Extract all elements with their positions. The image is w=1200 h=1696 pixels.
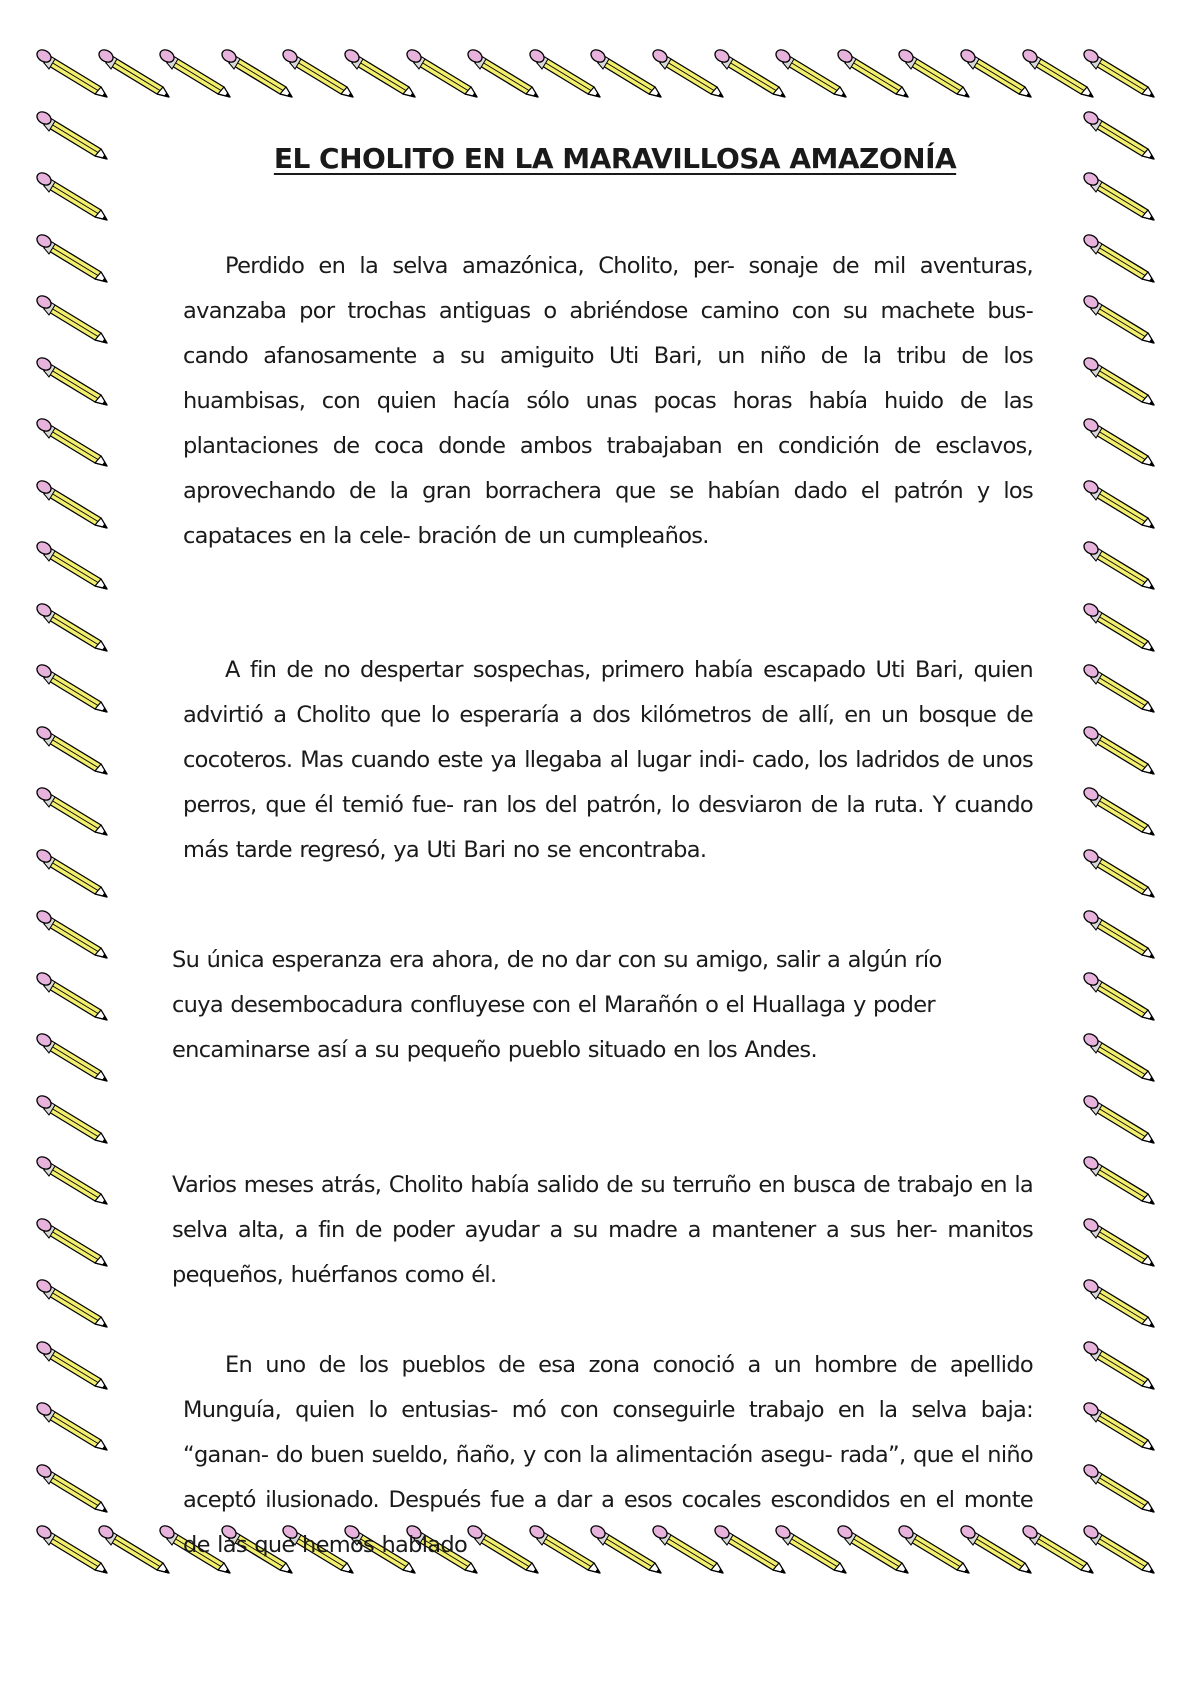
paragraph-4: Varios meses atrás, Cholito había salido de su terruño en busca de trabajo en la selva alta, a fin de poder ayudar a su madre a mantener a sus her- manitos pequeños, huérfanos como él.	[172, 1172, 1033, 1288]
pencil-icon	[35, 724, 107, 774]
pencil-icon	[35, 355, 107, 405]
paragraph-2: A fin de no despertar sospechas, primero había escapado Uti Bari, quien advirtió a Cholito que lo esperaría a dos kilómetros de allí, en un bosque de cocoteros. Mas cuando este ya llegaba al lugar indi- cado, los ladridos de unos perros, que él temió fue- ran los del patrón, lo desviaron de la ruta. Y cuando más tarde regresó, ya Uti Bari no se encontraba.	[183, 657, 1033, 863]
pencil-icon	[343, 47, 415, 97]
paragraph-5: En uno de los pueblos de esa zona conoció a un hombre de apellido Munguía, quien lo entusias- mó con conseguirle trabajo en la selva baja: “ganan- do buen sueldo, ñaño, y con la alimentación asegu- rada”, que el niño aceptó ilusionado. Después fue a dar a esos cocales escondidos en el monte de las que hemos hablado	[183, 1352, 1033, 1558]
paragraph-3: Su única esperanza era ahora, de no dar con su amigo, salir a algún río cuya desembocadura confluyese con el Marañón o el Huallaga y poder encaminarse así a su pequeño pueblo situado en los Andes.	[172, 947, 942, 1063]
pencil-icon	[897, 47, 969, 97]
pencil-icon	[1082, 47, 1154, 97]
pencil-icon	[35, 47, 107, 97]
pencil-icon	[35, 662, 107, 712]
pencil-icon	[1082, 1277, 1154, 1327]
pencil-icon	[35, 1277, 107, 1327]
pencil-icon	[35, 970, 107, 1020]
pencil-icon	[1082, 1216, 1154, 1266]
pencil-icon	[35, 539, 107, 589]
pencil-icon	[1082, 539, 1154, 589]
pencil-icon	[1082, 109, 1154, 159]
pencil-icon	[1082, 170, 1154, 220]
pencil-icon	[1082, 1400, 1154, 1450]
pencil-icon	[1082, 478, 1154, 528]
pencil-icon	[220, 47, 292, 97]
paragraph-1: Perdido en la selva amazónica, Cholito, per- sonaje de mil aventuras, avanzaba por trochas antiguas o abriéndose camino con su machete bus- cando afanosamente a su amiguito Uti Bari, un niño de la tribu de los huambisas, con quien hacía sólo unas pocas horas había huido de las plantaciones de coca donde ambos trabajaban en condición de esclavos, aprovechando de la gran borrachera que se habían dado el patrón y los capataces en la cele- bración de un cumpleaños.	[183, 253, 1033, 549]
pencil-icon	[1082, 970, 1154, 1020]
pencil-icon	[959, 47, 1031, 97]
pencil-icon	[35, 601, 107, 651]
pencil-icon	[35, 847, 107, 897]
pencil-icon	[35, 1093, 107, 1143]
pencil-icon	[1082, 232, 1154, 282]
pencil-icon	[1082, 293, 1154, 343]
pencil-icon	[1082, 355, 1154, 405]
pencil-icon	[35, 785, 107, 835]
pencil-icon	[1082, 601, 1154, 651]
pencil-icon	[281, 47, 353, 97]
pencil-icon	[836, 47, 908, 97]
pencil-icon	[651, 47, 723, 97]
pencil-icon	[589, 47, 661, 97]
pencil-icon	[35, 170, 107, 220]
pencil-icon	[158, 47, 230, 97]
pencil-icon	[35, 1339, 107, 1389]
pencil-icon	[35, 416, 107, 466]
pencil-icon	[1082, 1462, 1154, 1512]
pencil-icon	[1082, 1523, 1154, 1573]
pencil-icon	[1082, 724, 1154, 774]
document-title: EL CHOLITO EN LA MARAVILLOSA AMAZONÍA	[273, 142, 957, 175]
pencil-icon	[405, 47, 477, 97]
pencil-icon	[35, 908, 107, 958]
pencil-icon	[1021, 47, 1093, 97]
pencil-icon	[713, 47, 785, 97]
pencil-icon	[35, 1462, 107, 1512]
pencil-icon	[35, 1031, 107, 1081]
pencil-icon	[35, 293, 107, 343]
pencil-icon	[528, 47, 600, 97]
pencil-icon	[1082, 1093, 1154, 1143]
pencil-icon	[774, 47, 846, 97]
pencil-icon	[1082, 662, 1154, 712]
pencil-icon	[35, 1523, 107, 1573]
pencil-icon	[35, 109, 107, 159]
pencil-icon	[1082, 847, 1154, 897]
pencil-icon	[1082, 785, 1154, 835]
pencil-icon	[1082, 416, 1154, 466]
pencil-icon	[1082, 908, 1154, 958]
pencil-icon	[35, 1400, 107, 1450]
pencil-icon	[1082, 1339, 1154, 1389]
pencil-icon	[35, 478, 107, 528]
pencil-icon	[1082, 1031, 1154, 1081]
pencil-icon	[35, 1154, 107, 1204]
pencil-icon	[35, 232, 107, 282]
pencil-icon	[35, 1216, 107, 1266]
pencil-icon	[97, 47, 169, 97]
pencil-icon	[97, 1523, 169, 1573]
pencil-icon	[1082, 1154, 1154, 1204]
pencil-icon	[466, 47, 538, 97]
